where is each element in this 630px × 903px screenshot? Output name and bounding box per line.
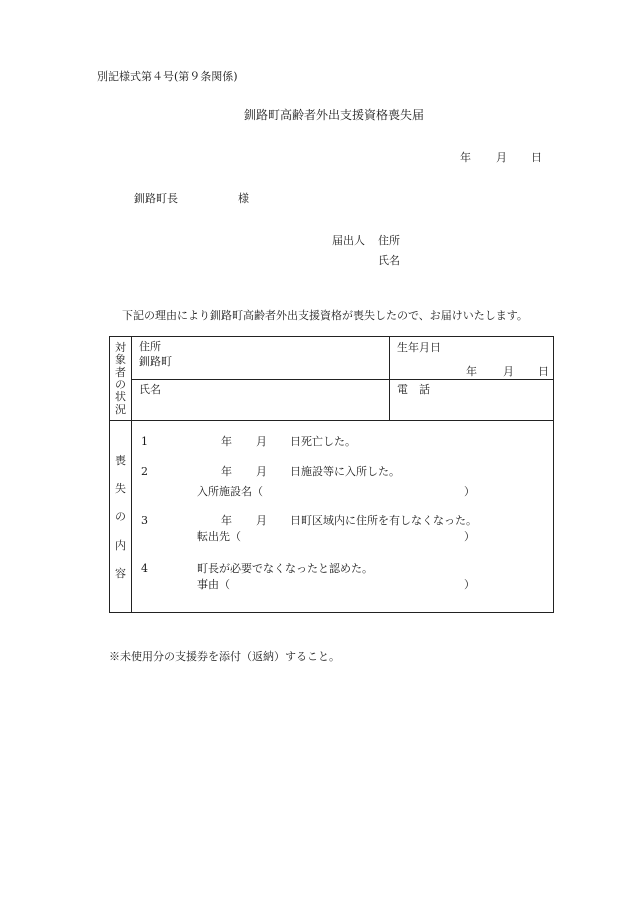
footnote: ※未使用分の支援券を添付（返納）すること。 (109, 650, 340, 663)
loss-item-text: 町長が必要でなくなったと認めた。 (197, 562, 373, 575)
subject-name-label: 氏名 (139, 383, 161, 396)
loss-item-number: 4 (141, 562, 148, 575)
subject-column-divider (389, 336, 390, 420)
moved-to-close: ） (464, 530, 475, 543)
loss-item-month-label: 月 (256, 465, 267, 478)
facility-name-label: 入所施設名（ (197, 485, 263, 498)
addressee-honorific: 様 (238, 192, 249, 205)
intro-text: 下記の理由により釧路町高齢者外出支援資格が喪失したので、お届けいたします。 (122, 309, 528, 322)
subject-row-divider (131, 379, 554, 380)
loss-item-year-label: 年 (221, 514, 232, 527)
birthdate-year-label: 年 (466, 365, 477, 378)
section-divider (109, 420, 554, 421)
loss-item-text: 日施設等に入所した。 (290, 465, 400, 478)
form-number: 別記様式第４号(第９条関係) (97, 70, 238, 83)
form-title: 釧路町高齢者外出支援資格喪失届 (244, 108, 425, 122)
loss-item-text: 日町区域内に住所を有しなくなった。 (290, 514, 477, 527)
loss-item-text: 日死亡した。 (290, 435, 356, 448)
applicant-address-label: 住所 (378, 234, 400, 247)
loss-side-label: 喪 失 の 内 容 (115, 454, 126, 580)
side-column-divider (131, 336, 132, 613)
subject-address-label: 住所 (139, 340, 161, 353)
subject-side-label: 対 象 者 の 状 況 (115, 341, 126, 416)
date-year-label: 年 (460, 151, 471, 164)
birthdate-label: 生年月日 (397, 341, 441, 354)
reason-label: 事由（ (197, 578, 230, 591)
date-month-label: 月 (496, 151, 507, 164)
subject-address-value: 釧路町 (139, 355, 172, 368)
loss-item-year-label: 年 (221, 435, 232, 448)
facility-name-close: ） (464, 485, 475, 498)
applicant-name-label: 氏名 (378, 254, 400, 267)
reason-close: ） (464, 578, 475, 591)
birthdate-day-label: 日 (538, 365, 549, 378)
moved-to-label: 転出先（ (197, 530, 241, 543)
applicant-label: 届出人 (332, 234, 365, 247)
phone-label: 電 話 (397, 383, 430, 396)
loss-item-year-label: 年 (221, 465, 232, 478)
addressee-name: 釧路町長 (134, 192, 178, 205)
loss-item-month-label: 月 (256, 435, 267, 448)
date-day-label: 日 (531, 151, 542, 164)
loss-item-number: 1 (141, 435, 148, 448)
loss-item-number: 3 (141, 514, 148, 527)
loss-item-number: 2 (141, 465, 148, 478)
birthdate-month-label: 月 (503, 365, 514, 378)
loss-item-month-label: 月 (256, 514, 267, 527)
